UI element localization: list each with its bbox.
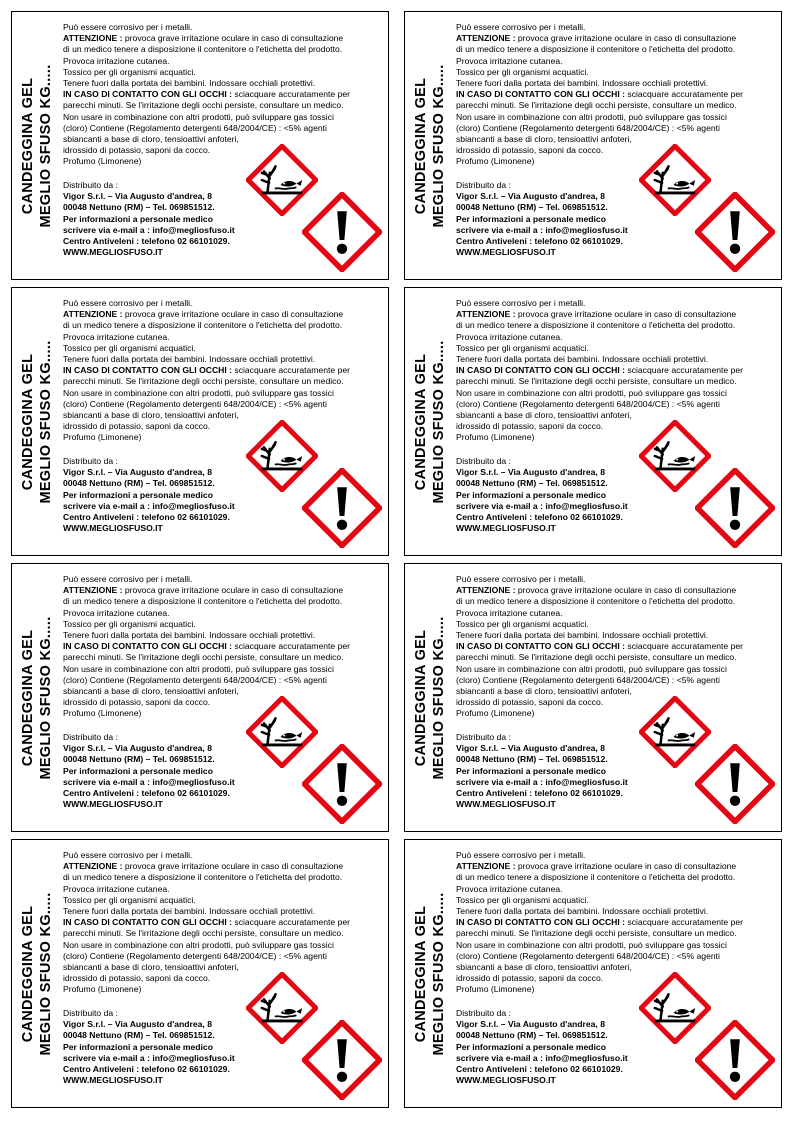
product-label [404, 11, 782, 280]
children-warning: Tenere fuori dalla portata dei bambini. Indossare occhiali protettivi. [63, 354, 316, 365]
eye-contact-line [456, 89, 778, 100]
medical-info-1: Per informazioni a personale medico [63, 489, 213, 500]
aquatic-toxicity: Tossico per gli organismi acquatici. [456, 66, 589, 77]
attention-line [456, 585, 778, 596]
hazard-statement: Può essere corrosivo per i metalli. [456, 574, 586, 584]
hazard-statement: Può essere corrosivo per i metalli. [456, 22, 586, 32]
combination-warning-2: (cloro) Contiene (Regolamento detergenti 648/2004/CE) : <5% agenti [63, 950, 327, 961]
aquatic-toxicity: Tossico per gli organismi acquatici. [456, 618, 589, 629]
exclamation-mark-icon [302, 1020, 382, 1100]
combination-warning-2: (cloro) Contiene (Regolamento detergenti 648/2004/CE) : <5% agenti [456, 674, 720, 685]
eye-contact-line [63, 641, 385, 652]
medical-info-2: scrivere via e-mail a : info@megliosfuso.it [63, 776, 235, 787]
combination-warning-3: sbiancanti a base di cloro, tensioattivi anfoteri, [456, 410, 632, 421]
perfume: Profumo (Limonene) [63, 432, 142, 443]
product-title [19, 64, 55, 227]
eye-contact-text-2: parecchi minuti. Se l'irritazione degli occhi persiste, consultare un medico. [456, 376, 737, 387]
children-warning: Tenere fuori dalla portata dei bambini. Indossare occhiali protettivi. [456, 906, 709, 917]
attention-text: provoca grave irritazione oculare in caso di consultazione [515, 33, 737, 44]
product-title-line2: MEGLIO SFUSO KG..... [431, 615, 447, 780]
hazard-text [63, 850, 385, 996]
product-title [19, 340, 55, 503]
poison-center: Centro Antiveleni : telefono 02 66101029. [63, 788, 230, 799]
eye-contact-text-2: parecchi minuti. Se l'irritazione degli occhi persiste, consultare un medico. [63, 652, 344, 663]
hazard-statement: Può essere corrosivo per i metalli. [456, 850, 586, 860]
combination-warning-4: idrossido di potassio, saponi da cocco. [456, 145, 604, 156]
exclamation-mark-icon [695, 1020, 775, 1100]
company-name: Vigor S.r.l. – Via Augusto d'andrea, 8 [63, 467, 212, 478]
eye-contact-line [63, 917, 385, 928]
distributed-by: Distribuito da : [456, 456, 511, 466]
product-title-line1: CANDEGGINA GEL [20, 905, 36, 1042]
eye-contact-line [456, 917, 778, 928]
product-label [11, 11, 389, 280]
combination-warning-3: sbiancanti a base di cloro, tensioattivi anfoteri, [63, 686, 239, 697]
product-title [19, 892, 55, 1055]
company-address: 00048 Nettuno (RM) – Tel. 069851512. [456, 202, 608, 213]
hazard-statement: Può essere corrosivo per i metalli. [63, 574, 193, 584]
poison-center: Centro Antiveleni : telefono 02 66101029. [456, 512, 623, 523]
combination-warning-4: idrossido di potassio, saponi da cocco. [456, 973, 604, 984]
poison-center: Centro Antiveleni : telefono 02 66101029. [456, 788, 623, 799]
combination-warning-2: (cloro) Contiene (Regolamento detergenti 648/2004/CE) : <5% agenti [63, 398, 327, 409]
perfume: Profumo (Limonene) [456, 156, 535, 167]
medical-info-2: scrivere via e-mail a : info@megliosfuso.it [456, 500, 628, 511]
distributor-block [456, 456, 656, 534]
distributor-block [63, 456, 263, 534]
product-title-line1: CANDEGGINA GEL [20, 77, 36, 214]
product-title-line2: MEGLIO SFUSO KG..... [38, 63, 54, 228]
distributed-by: Distribuito da : [63, 1008, 118, 1018]
company-address: 00048 Nettuno (RM) – Tel. 069851512. [63, 1030, 215, 1041]
distributor-block [456, 732, 656, 810]
hazard-statement: Può essere corrosivo per i metalli. [63, 22, 193, 32]
medical-info-1: Per informazioni a personale medico [63, 1041, 213, 1052]
company-address: 00048 Nettuno (RM) – Tel. 069851512. [63, 478, 215, 489]
combination-warning-2: (cloro) Contiene (Regolamento detergenti 648/2004/CE) : <5% agenti [456, 122, 720, 133]
title-column [405, 564, 455, 831]
combination-warning-3: sbiancanti a base di cloro, tensioattivi anfoteri, [456, 686, 632, 697]
eye-contact-heading: IN CASO DI CONTATTO CON GLI OCCHI : [456, 641, 626, 652]
combination-warning-3: sbiancanti a base di cloro, tensioattivi anfoteri, [63, 134, 239, 145]
children-warning: Tenere fuori dalla portata dei bambini. Indossare occhiali protettivi. [456, 630, 709, 641]
attention-line [63, 33, 385, 44]
attention-heading: ATTENZIONE : [456, 861, 516, 872]
combination-warning-2: (cloro) Contiene (Regolamento detergenti 648/2004/CE) : <5% agenti [456, 398, 720, 409]
attention-text: provoca grave irritazione oculare in caso di consultazione [515, 861, 737, 872]
website: WWW.MEGLIOSFUSO.IT [63, 1075, 163, 1086]
combination-warning-1: Non usare in combinazione con altri prodotti, può sviluppare gas tossici [456, 939, 727, 950]
eye-contact-line [63, 365, 385, 376]
medical-info-1: Per informazioni a personale medico [456, 489, 606, 500]
attention-text: provoca grave irritazione oculare in caso di consultazione [122, 309, 344, 320]
attention-text: provoca grave irritazione oculare in caso di consultazione [122, 585, 344, 596]
combination-warning-3: sbiancanti a base di cloro, tensioattivi anfoteri, [63, 410, 239, 421]
attention-heading: ATTENZIONE : [456, 33, 516, 44]
eye-contact-line [456, 641, 778, 652]
combination-warning-4: idrossido di potassio, saponi da cocco. [456, 421, 604, 432]
title-column [12, 12, 62, 279]
combination-warning-2: (cloro) Contiene (Regolamento detergenti 648/2004/CE) : <5% agenti [456, 950, 720, 961]
eye-contact-heading: IN CASO DI CONTATTO CON GLI OCCHI : [63, 917, 233, 928]
website: WWW.MEGLIOSFUSO.IT [456, 247, 556, 258]
attention-text-2: di un medico tenere a disposizione il contenitore o l'etichetta del prodotto. [456, 596, 736, 607]
exclamation-mark-icon [302, 744, 382, 824]
hazard-statement: Può essere corrosivo per i metalli. [456, 298, 586, 308]
eye-contact-text: sciacquare accuratamente per [232, 917, 351, 928]
combination-warning-4: idrossido di potassio, saponi da cocco. [63, 145, 211, 156]
eye-contact-heading: IN CASO DI CONTATTO CON GLI OCCHI : [63, 641, 233, 652]
company-name: Vigor S.r.l. – Via Augusto d'andrea, 8 [456, 1019, 605, 1030]
skin-irritation: Provoca irritazione cutanea. [456, 607, 563, 618]
combination-warning-1: Non usare in combinazione con altri prodotti, può sviluppare gas tossici [456, 387, 727, 398]
aquatic-toxicity: Tossico per gli organismi acquatici. [456, 342, 589, 353]
website: WWW.MEGLIOSFUSO.IT [456, 1075, 556, 1086]
skin-irritation: Provoca irritazione cutanea. [456, 55, 563, 66]
children-warning: Tenere fuori dalla portata dei bambini. Indossare occhiali protettivi. [63, 78, 316, 89]
skin-irritation: Provoca irritazione cutanea. [63, 883, 170, 894]
eye-contact-text-2: parecchi minuti. Se l'irritazione degli occhi persiste, consultare un medico. [456, 928, 737, 939]
poison-center: Centro Antiveleni : telefono 02 66101029. [456, 236, 623, 247]
title-column [12, 288, 62, 555]
eye-contact-text: sciacquare accuratamente per [625, 365, 744, 376]
medical-info-1: Per informazioni a personale medico [456, 765, 606, 776]
company-address: 00048 Nettuno (RM) – Tel. 069851512. [456, 754, 608, 765]
aquatic-toxicity: Tossico per gli organismi acquatici. [63, 66, 196, 77]
hazard-text [63, 22, 385, 168]
attention-text-2: di un medico tenere a disposizione il contenitore o l'etichetta del prodotto. [63, 44, 343, 55]
attention-text: provoca grave irritazione oculare in caso di consultazione [122, 861, 344, 872]
product-title-line1: CANDEGGINA GEL [20, 629, 36, 766]
children-warning: Tenere fuori dalla portata dei bambini. Indossare occhiali protettivi. [456, 78, 709, 89]
combination-warning-1: Non usare in combinazione con altri prodotti, può sviluppare gas tossici [63, 387, 334, 398]
distributor-block [63, 732, 263, 810]
product-title [19, 616, 55, 779]
company-address: 00048 Nettuno (RM) – Tel. 069851512. [456, 478, 608, 489]
website: WWW.MEGLIOSFUSO.IT [63, 247, 163, 258]
product-title-line2: MEGLIO SFUSO KG..... [431, 339, 447, 504]
title-column [405, 12, 455, 279]
aquatic-toxicity: Tossico per gli organismi acquatici. [63, 894, 196, 905]
company-name: Vigor S.r.l. – Via Augusto d'andrea, 8 [63, 191, 212, 202]
perfume: Profumo (Limonene) [456, 708, 535, 719]
attention-text: provoca grave irritazione oculare in caso di consultazione [515, 585, 737, 596]
eye-contact-text: sciacquare accuratamente per [625, 917, 744, 928]
hazard-text [63, 574, 385, 720]
product-label [404, 287, 782, 556]
product-title-line2: MEGLIO SFUSO KG..... [38, 339, 54, 504]
product-title-line1: CANDEGGINA GEL [413, 353, 429, 490]
distributor-block [63, 180, 263, 258]
attention-line [63, 585, 385, 596]
poison-center: Centro Antiveleni : telefono 02 66101029. [63, 236, 230, 247]
product-title-line1: CANDEGGINA GEL [413, 77, 429, 214]
attention-line [456, 861, 778, 872]
medical-info-1: Per informazioni a personale medico [456, 213, 606, 224]
perfume: Profumo (Limonene) [63, 708, 142, 719]
attention-line [63, 861, 385, 872]
skin-irritation: Provoca irritazione cutanea. [456, 331, 563, 342]
eye-contact-text: sciacquare accuratamente per [625, 89, 744, 100]
attention-heading: ATTENZIONE : [63, 33, 123, 44]
product-label [404, 839, 782, 1108]
attention-text-2: di un medico tenere a disposizione il contenitore o l'etichetta del prodotto. [456, 44, 736, 55]
medical-info-1: Per informazioni a personale medico [63, 765, 213, 776]
distributed-by: Distribuito da : [63, 732, 118, 742]
title-column [405, 288, 455, 555]
attention-text-2: di un medico tenere a disposizione il contenitore o l'etichetta del prodotto. [63, 596, 343, 607]
eye-contact-text: sciacquare accuratamente per [232, 365, 351, 376]
medical-info-2: scrivere via e-mail a : info@megliosfuso.it [63, 500, 235, 511]
poison-center: Centro Antiveleni : telefono 02 66101029. [63, 512, 230, 523]
perfume: Profumo (Limonene) [63, 984, 142, 995]
combination-warning-3: sbiancanti a base di cloro, tensioattivi anfoteri, [63, 962, 239, 973]
combination-warning-1: Non usare in combinazione con altri prodotti, può sviluppare gas tossici [456, 663, 727, 674]
company-address: 00048 Nettuno (RM) – Tel. 069851512. [63, 202, 215, 213]
product-title-line2: MEGLIO SFUSO KG..... [431, 63, 447, 228]
combination-warning-2: (cloro) Contiene (Regolamento detergenti 648/2004/CE) : <5% agenti [63, 674, 327, 685]
product-title [412, 616, 448, 779]
poison-center: Centro Antiveleni : telefono 02 66101029. [63, 1064, 230, 1075]
website: WWW.MEGLIOSFUSO.IT [456, 799, 556, 810]
perfume: Profumo (Limonene) [456, 984, 535, 995]
product-label [11, 287, 389, 556]
distributed-by: Distribuito da : [456, 180, 511, 190]
medical-info-2: scrivere via e-mail a : info@megliosfuso.it [63, 224, 235, 235]
distributor-block [456, 180, 656, 258]
medical-info-1: Per informazioni a personale medico [456, 1041, 606, 1052]
attention-text: provoca grave irritazione oculare in caso di consultazione [122, 33, 344, 44]
attention-text-2: di un medico tenere a disposizione il contenitore o l'etichetta del prodotto. [456, 320, 736, 331]
children-warning: Tenere fuori dalla portata dei bambini. Indossare occhiali protettivi. [63, 906, 316, 917]
combination-warning-1: Non usare in combinazione con altri prodotti, può sviluppare gas tossici [63, 111, 334, 122]
distributed-by: Distribuito da : [63, 180, 118, 190]
attention-heading: ATTENZIONE : [63, 309, 123, 320]
combination-warning-1: Non usare in combinazione con altri prodotti, può sviluppare gas tossici [63, 939, 334, 950]
eye-contact-text-2: parecchi minuti. Se l'irritazione degli occhi persiste, consultare un medico. [63, 100, 344, 111]
company-name: Vigor S.r.l. – Via Augusto d'andrea, 8 [63, 1019, 212, 1030]
website: WWW.MEGLIOSFUSO.IT [456, 523, 556, 534]
combination-warning-4: idrossido di potassio, saponi da cocco. [456, 697, 604, 708]
combination-warning-3: sbiancanti a base di cloro, tensioattivi anfoteri, [456, 962, 632, 973]
combination-warning-3: sbiancanti a base di cloro, tensioattivi anfoteri, [456, 134, 632, 145]
eye-contact-line [63, 89, 385, 100]
product-title-line1: CANDEGGINA GEL [20, 353, 36, 490]
exclamation-mark-icon [302, 468, 382, 548]
product-title [412, 892, 448, 1055]
website: WWW.MEGLIOSFUSO.IT [63, 523, 163, 534]
attention-heading: ATTENZIONE : [456, 585, 516, 596]
attention-heading: ATTENZIONE : [63, 585, 123, 596]
combination-warning-1: Non usare in combinazione con altri prodotti, può sviluppare gas tossici [63, 663, 334, 674]
perfume: Profumo (Limonene) [456, 432, 535, 443]
product-title-line2: MEGLIO SFUSO KG..... [38, 615, 54, 780]
children-warning: Tenere fuori dalla portata dei bambini. Indossare occhiali protettivi. [456, 354, 709, 365]
product-title [412, 340, 448, 503]
hazard-text [456, 298, 778, 444]
product-title-line1: CANDEGGINA GEL [413, 905, 429, 1042]
skin-irritation: Provoca irritazione cutanea. [63, 331, 170, 342]
attention-heading: ATTENZIONE : [456, 309, 516, 320]
children-warning: Tenere fuori dalla portata dei bambini. Indossare occhiali protettivi. [63, 630, 316, 641]
website: WWW.MEGLIOSFUSO.IT [63, 799, 163, 810]
medical-info-2: scrivere via e-mail a : info@megliosfuso.it [456, 1052, 628, 1063]
eye-contact-text: sciacquare accuratamente per [625, 641, 744, 652]
aquatic-toxicity: Tossico per gli organismi acquatici. [63, 618, 196, 629]
eye-contact-text-2: parecchi minuti. Se l'irritazione degli occhi persiste, consultare un medico. [456, 652, 737, 663]
hazard-text [456, 22, 778, 168]
attention-heading: ATTENZIONE : [63, 861, 123, 872]
combination-warning-2: (cloro) Contiene (Regolamento detergenti 648/2004/CE) : <5% agenti [63, 122, 327, 133]
combination-warning-4: idrossido di potassio, saponi da cocco. [63, 697, 211, 708]
company-name: Vigor S.r.l. – Via Augusto d'andrea, 8 [63, 743, 212, 754]
distributor-block [63, 1008, 263, 1086]
product-label [404, 563, 782, 832]
combination-warning-4: idrossido di potassio, saponi da cocco. [63, 421, 211, 432]
combination-warning-1: Non usare in combinazione con altri prodotti, può sviluppare gas tossici [456, 111, 727, 122]
eye-contact-heading: IN CASO DI CONTATTO CON GLI OCCHI : [63, 365, 233, 376]
company-name: Vigor S.r.l. – Via Augusto d'andrea, 8 [456, 191, 605, 202]
attention-line [456, 33, 778, 44]
attention-line [63, 309, 385, 320]
hazard-text [63, 298, 385, 444]
company-name: Vigor S.r.l. – Via Augusto d'andrea, 8 [456, 743, 605, 754]
product-title [412, 64, 448, 227]
title-column [405, 840, 455, 1107]
company-name: Vigor S.r.l. – Via Augusto d'andrea, 8 [456, 467, 605, 478]
eye-contact-text-2: parecchi minuti. Se l'irritazione degli occhi persiste, consultare un medico. [63, 376, 344, 387]
aquatic-toxicity: Tossico per gli organismi acquatici. [63, 342, 196, 353]
medical-info-2: scrivere via e-mail a : info@megliosfuso.it [456, 224, 628, 235]
hazard-statement: Può essere corrosivo per i metalli. [63, 850, 193, 860]
medical-info-2: scrivere via e-mail a : info@megliosfuso.it [456, 776, 628, 787]
eye-contact-text: sciacquare accuratamente per [232, 641, 351, 652]
distributor-block [456, 1008, 656, 1086]
eye-contact-heading: IN CASO DI CONTATTO CON GLI OCCHI : [456, 917, 626, 928]
attention-text-2: di un medico tenere a disposizione il contenitore o l'etichetta del prodotto. [456, 872, 736, 883]
skin-irritation: Provoca irritazione cutanea. [456, 883, 563, 894]
attention-line [456, 309, 778, 320]
exclamation-mark-icon [695, 192, 775, 272]
attention-text: provoca grave irritazione oculare in caso di consultazione [515, 309, 737, 320]
eye-contact-heading: IN CASO DI CONTATTO CON GLI OCCHI : [456, 89, 626, 100]
eye-contact-text: sciacquare accuratamente per [232, 89, 351, 100]
product-label [11, 839, 389, 1108]
eye-contact-text-2: parecchi minuti. Se l'irritazione degli occhi persiste, consultare un medico. [63, 928, 344, 939]
eye-contact-text-2: parecchi minuti. Se l'irritazione degli occhi persiste, consultare un medico. [456, 100, 737, 111]
company-address: 00048 Nettuno (RM) – Tel. 069851512. [63, 754, 215, 765]
company-address: 00048 Nettuno (RM) – Tel. 069851512. [456, 1030, 608, 1041]
aquatic-toxicity: Tossico per gli organismi acquatici. [456, 894, 589, 905]
hazard-text [456, 574, 778, 720]
product-title-line2: MEGLIO SFUSO KG..... [38, 891, 54, 1056]
exclamation-mark-icon [695, 744, 775, 824]
perfume: Profumo (Limonene) [63, 156, 142, 167]
hazard-statement: Può essere corrosivo per i metalli. [63, 298, 193, 308]
combination-warning-4: idrossido di potassio, saponi da cocco. [63, 973, 211, 984]
eye-contact-heading: IN CASO DI CONTATTO CON GLI OCCHI : [456, 365, 626, 376]
hazard-text [456, 850, 778, 996]
product-title-line1: CANDEGGINA GEL [413, 629, 429, 766]
eye-contact-line [456, 365, 778, 376]
product-label [11, 563, 389, 832]
title-column [12, 840, 62, 1107]
exclamation-mark-icon [302, 192, 382, 272]
distributed-by: Distribuito da : [456, 1008, 511, 1018]
attention-text-2: di un medico tenere a disposizione il contenitore o l'etichetta del prodotto. [63, 872, 343, 883]
title-column [12, 564, 62, 831]
distributed-by: Distribuito da : [63, 456, 118, 466]
skin-irritation: Provoca irritazione cutanea. [63, 607, 170, 618]
distributed-by: Distribuito da : [456, 732, 511, 742]
poison-center: Centro Antiveleni : telefono 02 66101029. [456, 1064, 623, 1075]
medical-info-2: scrivere via e-mail a : info@megliosfuso.it [63, 1052, 235, 1063]
skin-irritation: Provoca irritazione cutanea. [63, 55, 170, 66]
attention-text-2: di un medico tenere a disposizione il contenitore o l'etichetta del prodotto. [63, 320, 343, 331]
product-title-line2: MEGLIO SFUSO KG..... [431, 891, 447, 1056]
medical-info-1: Per informazioni a personale medico [63, 213, 213, 224]
eye-contact-heading: IN CASO DI CONTATTO CON GLI OCCHI : [63, 89, 233, 100]
exclamation-mark-icon [695, 468, 775, 548]
